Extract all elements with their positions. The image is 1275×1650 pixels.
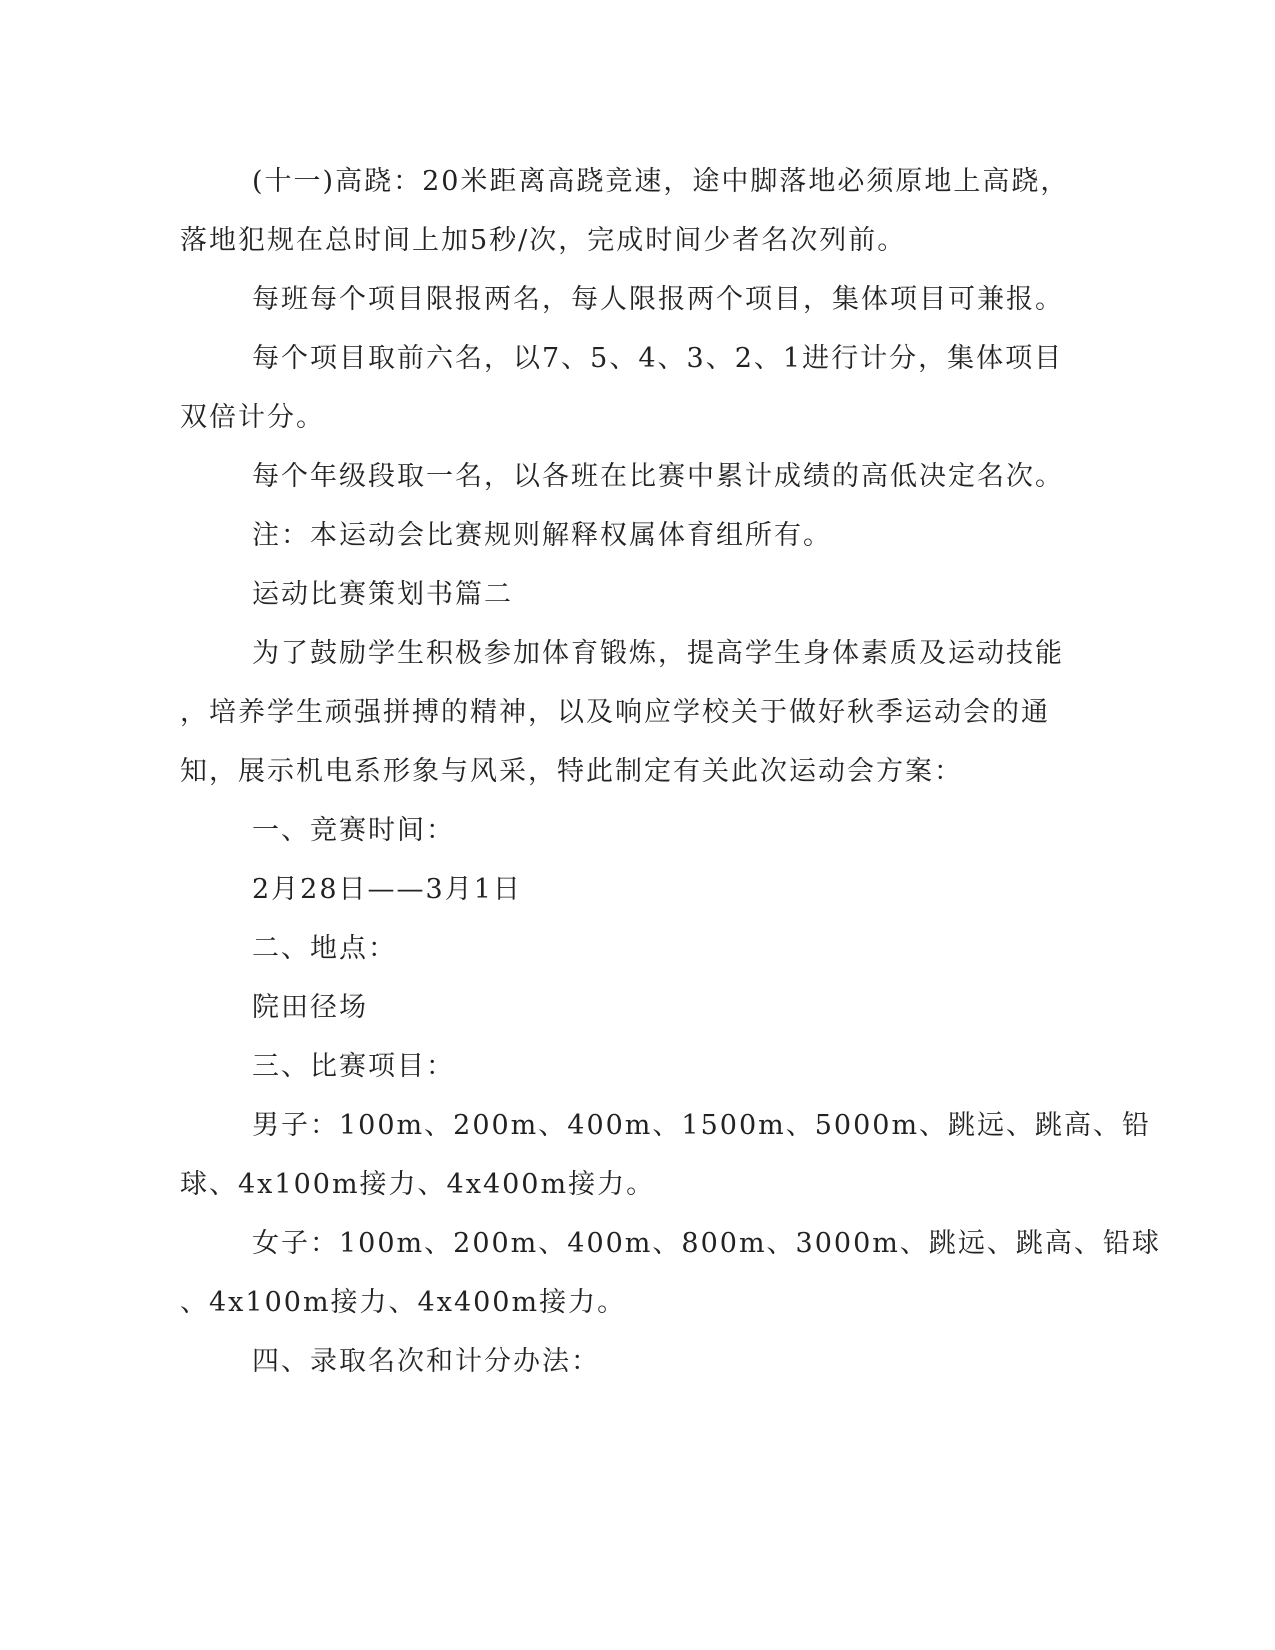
paragraph-line: 落地犯规在总时间上加5秒/次，完成时间少者名次列前。 <box>180 225 907 256</box>
document-body <box>180 152 1161 1391</box>
heading-competition-time: 一、竞赛时间： <box>252 815 455 846</box>
womens-events-line: 女子：100m、200m、400m、800m、3000m、跳远、跳高、铅球 <box>252 1228 1161 1259</box>
paragraph-line: 双倍计分。 <box>180 402 325 433</box>
note-line: 注：本运动会比赛规则解释权属体育组所有。 <box>252 520 832 551</box>
paragraph-line: 每班每个项目限报两名，每人限报两个项目，集体项目可兼报。 <box>252 284 1064 315</box>
paragraph-line: 每个年级段取一名，以各班在比赛中累计成绩的高低决定名次。 <box>252 461 1064 492</box>
paragraph-line: 每个项目取前六名，以7、5、4、3、2、1进行计分，集体项目 <box>252 343 1064 374</box>
paragraph-line: ，培养学生顽强拼搏的精神，以及响应学校关于做好秋季运动会的通 <box>180 697 1050 728</box>
heading-venue: 二、地点： <box>252 933 397 964</box>
mens-events-line: 男子：100m、200m、400m、1500m、5000m、跳远、跳高、铅 <box>252 1110 1152 1141</box>
competition-dates: 2月28日——3月1日 <box>252 874 522 905</box>
heading-ranking-scoring: 四、录取名次和计分办法： <box>252 1346 600 1377</box>
venue-name: 院田径场 <box>252 992 368 1023</box>
paragraph-line: (十一)高跷：20米距离高跷竞速，途中脚落地必须原地上高跷， <box>252 166 1070 197</box>
paragraph-line: 为了鼓励学生积极参加体育锻炼，提高学生身体素质及运动技能 <box>252 638 1064 669</box>
paragraph-line: 知，展示机电系形象与风采，特此制定有关此次运动会方案： <box>180 756 963 787</box>
womens-events-line: 、4x100m接力、4x400m接力。 <box>180 1287 627 1318</box>
heading-events: 三、比赛项目： <box>252 1051 455 1082</box>
section-title: 运动比赛策划书篇二 <box>252 579 513 610</box>
mens-events-line: 球、4x100m接力、4x400m接力。 <box>180 1169 656 1200</box>
